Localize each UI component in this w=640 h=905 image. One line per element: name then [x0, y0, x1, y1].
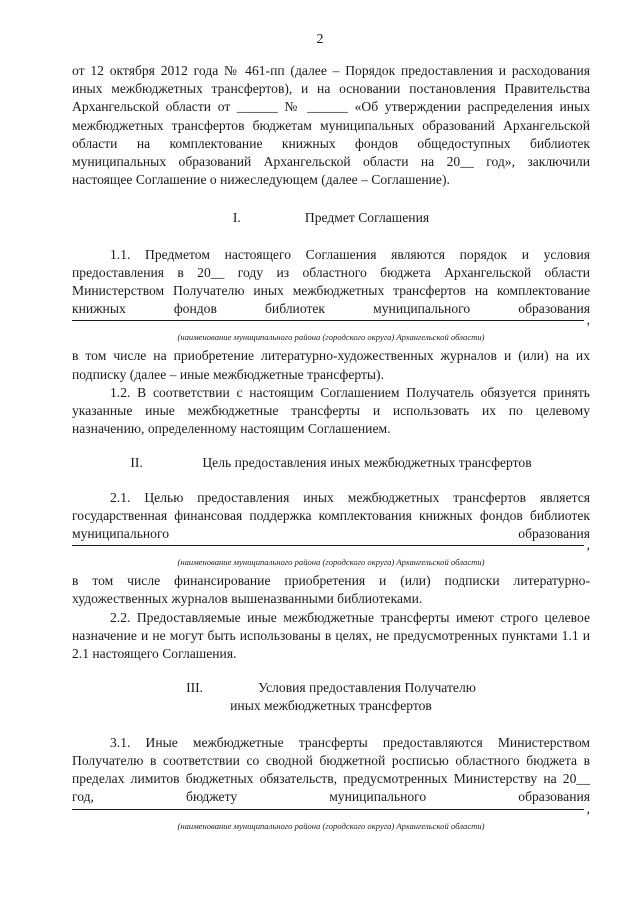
section-2-title: Цель предоставления иных межбюджетных трансфертов	[202, 455, 532, 471]
underline	[72, 545, 584, 546]
page-number: 2	[316, 32, 324, 47]
field-caption-3: (наименование муниципального района (городского округа) Архангельской области)	[177, 820, 485, 831]
clause-1-1-continued: в том числе на приобретение литературно-художественных журналов и (или) на их подписку (далее – иные межбюджетные трансферты).	[72, 348, 590, 382]
fill-line-2	[72, 537, 590, 556]
section-3-number: III.	[186, 680, 204, 696]
comma: ,	[586, 800, 590, 816]
comma: ,	[586, 537, 590, 553]
clause-2-2: 2.2. Предоставляемые иные межбюджетные трансферты имеют строго целевое назначение и не могут быть использованы в целях, не предусмотренных пунктами 1.1 и 2.1 настоящего Соглашения.	[72, 609, 590, 662]
underline	[72, 320, 584, 321]
underline	[72, 809, 584, 810]
clause-1-1: 1.1. Предметом настоящего Соглашения являются порядок и условия предоставления в 20__ году из областного бюджета Архангельской области Министерством Получателю иных межбюджетных трансфертов на комплектование книжных фондов библиотек муниципального образования	[72, 246, 590, 317]
clause-2-1-continued: в том числе финансирование приобретения и (или) подписки литературно-художественных журналов вышеназванными библиотеками.	[72, 573, 590, 607]
section-2-heading	[72, 454, 590, 472]
comma: ,	[586, 312, 590, 328]
section-2-number: II.	[130, 455, 143, 471]
intro-paragraph: от 12 октября 2012 года № 461-пп (далее – Порядок предоставления и расходования иных межбюджетных трансфертов), и на основании постановления Правительства Архангельской области от ______ № ______ «Об утверждении распределения иных межбюджетных трансфертов бюджетам муниципальных образований Архангельской области на комплектование книжных фондов общедоступных библиотек муниципальных образований Архангельской области на 20__ год», заключили настоящее Соглашение о нижеследующем (далее – Соглашение).	[72, 63, 590, 188]
clause-2-1: 2.1. Целью предоставления иных межбюджетных трансфертов является государственная финансовая поддержка комплектования книжных фондов библиотек муниципального образования	[72, 489, 590, 542]
section-1-title: Предмет Соглашения	[304, 210, 430, 226]
section-1-number: I.	[232, 210, 241, 226]
clause-3-1: 3.1. Иные межбюджетные трансферты предоставляются Министерством Получателю в соответствии со сводной бюджетной росписью областного бюджета в пределах лимитов бюджетных обязательств, предусмотренных Министерству на 20__ год, бюджету муниципального образования	[72, 734, 590, 805]
fill-line-1	[72, 312, 590, 331]
document-body	[72, 62, 590, 836]
field-caption-1: (наименование муниципального района (городского округа) Архангельской области)	[177, 332, 485, 343]
fill-line-3	[72, 800, 590, 820]
section-3-title-line-1: Условия предоставления Получателю	[258, 680, 476, 696]
section-1-heading	[72, 209, 590, 227]
clause-1-2: 1.2. В соответствии с настоящим Соглашением Получатель обязуется принять указанные иные межбюджетные трансферты и использовать их по целевому назначению, определенному настоящим Соглашением.	[72, 384, 590, 437]
section-3-title-line-2: иных межбюджетных трансфертов	[230, 698, 432, 714]
field-caption-2: (наименование муниципального района (городского округа) Архангельской области)	[177, 557, 485, 568]
section-3-heading	[72, 679, 590, 715]
